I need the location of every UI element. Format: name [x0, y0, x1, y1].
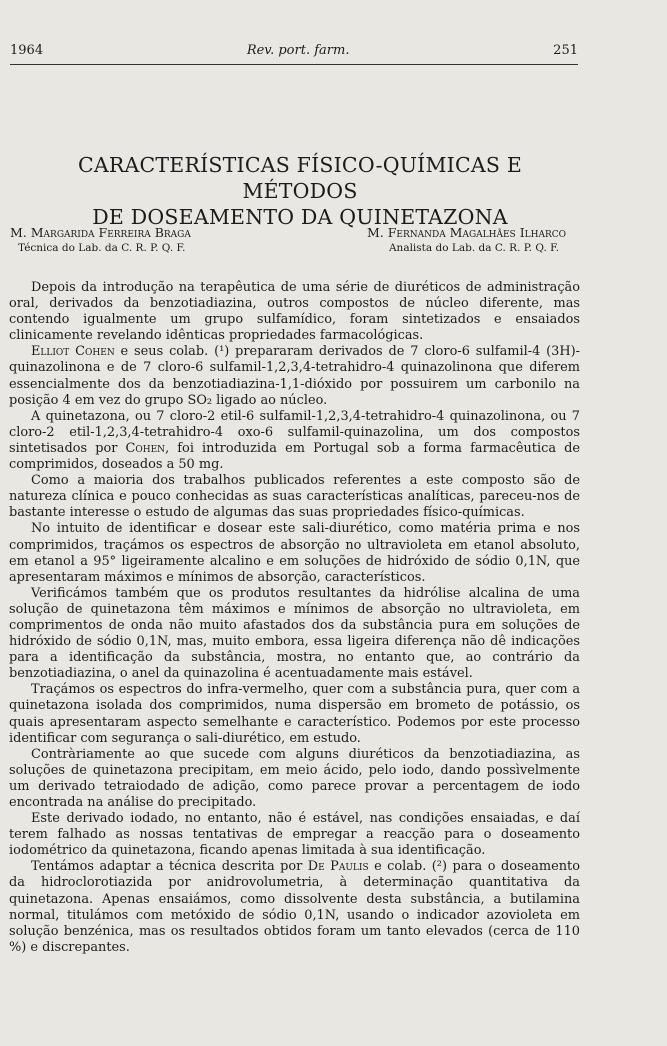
article-body: [9, 280, 580, 956]
cited-author: De Paulis: [307, 859, 369, 875]
header-year: 1964: [10, 43, 44, 58]
header-rule: [10, 64, 578, 65]
title-line-1: CARACTERÍSTICAS FÍSICO-QUÍMICAS E MÉTODOS: [78, 153, 522, 203]
cited-author: Cohen: [125, 440, 166, 456]
article-title: [18, 152, 582, 230]
header-page-number: 251: [553, 43, 578, 58]
author-1-role: Técnica do Lab. da C. R. P. Q. F.: [18, 242, 186, 254]
author-block: [10, 224, 578, 256]
author-1-name: M. Margarida Ferreira Braga: [10, 225, 191, 240]
author-1: [10, 224, 191, 256]
paragraph-7: Traçámos os espectros do infra-vermelho, quer com a substância pura, quer com a quinetazona isolada dos comprimidos, numa dispersão em brometo de potássio, os quais apresentaram aspecto semelhante e característico. Podemos por este processo identificar com segurança o sali-diurético, em estudo.: [9, 682, 580, 746]
paragraph-3-text-a: A quinetazona, ou 7 cloro-2 etil-6 sulfamil-1,2,3,4-tetrahidro-4 quinazolinona, ou 7 cloro-2 etil-1,2,3,4-tetrahidro-4 oxo-6 sulfamil-quinazolina, um dos compostos sintetisados por: [9, 408, 580, 456]
paragraph-10: [9, 859, 580, 956]
paragraph-8: Contràriamente ao que sucede com alguns diuréticos da benzotiadiazina, as soluções de quinetazona precipitam, em meio ácido, pelo iodo, dando possìvelmente um derivado tetraiodado de adição, como parece provar a percentagem de iodo encontrada na análise do precipitado.: [9, 746, 580, 810]
paragraph-3-text-b: , foi introduzida em Portugal sob a forma farmacêutica de comprimidos, doseados a 50 mg.: [9, 440, 581, 473]
paragraph-1: Depois da introdução na terapêutica de uma série de diuréticos de administração oral, derivados da benzotiadiazina, outros compostos de núcleo diferente, mas contendo igualmente um grupo sulfamídico, foram sintetizados e ensaiados clinicamente revelando idênticas propriedades farmacológicas.: [9, 280, 580, 344]
title-line-2: DE DOSEAMENTO DA QUINETAZONA: [92, 205, 508, 229]
paragraph-2: [9, 344, 580, 408]
paragraph-10-text-a: Tentámos adaptar a técnica descrita por: [31, 859, 308, 875]
cited-author: Elliot Cohen: [31, 344, 115, 360]
paragraph-9: Este derivado iodado, no entanto, não é estável, nas condições ensaiadas, e daí terem falhado as nossas tentativas de empregar a reacção para o doseamento iodométrico da quinetazona, ficando apenas limitada à sua identificação.: [9, 811, 580, 859]
paragraph-10-text-b: e colab. (²) para o doseamento da hidroclorotiazida por anidrovolumetria, à determinação quantitativa da quinetazona. Apenas ensaiámos, como dissolvente desta substância, a butilamina normal, titulámos com metóxido de sódio 0,1N, usando o indicador azovioleta em solução benzénica, mas os resultados obtidos foram um tanto elevados (cerca de 110 %) e discrepantes.: [9, 859, 580, 955]
running-header: [10, 43, 578, 58]
author-2-role: Analista do Lab. da C. R. P. Q. F.: [388, 242, 560, 254]
paragraph-6: Verificámos também que os produtos resultantes da hidrólise alcalina de uma solução de quinetazona têm máximos e mínimos de absorção no ultravioleta, em comprimentos de onda não muito afastados dos da substância pura em soluções de hidróxido de sódio 0,1N, mas, muito embora, essa ligeira diferença não dê indicações para a identificação da substância, mostra, no entanto que, ao contrário da benzotiadiazina, o anel da quinazolina é acentuadamente mais estável.: [9, 585, 580, 682]
author-2: [367, 224, 578, 256]
paragraph-2-text: e seus colab. (¹) prepararam derivados de 7 cloro-6 sulfamil-4 (3H)-quinazolinona e de 7 cloro-6 sulfamil-1,2,3,4-tetrahidro-4 quinazolinona que diferem essencialmente dos da benzotiadiazina-1,1-dióxido por possuirem um carbonilo na posição 4 em vez do grupo SO₂ ligado ao núcleo.: [9, 344, 580, 408]
paragraph-4: Como a maioria dos trabalhos publicados referentes a este composto são de natureza clínica e pouco conhecidas as suas características analíticas, pareceu-nos de bastante interesse o estudo de algumas das suas propriedades físico-químicas.: [9, 473, 580, 521]
paragraph-3: [9, 409, 580, 473]
paragraph-5: No intuito de identificar e dosear este sali-diurético, como matéria prima e nos comprimidos, traçámos os espectros de absorção no ultravioleta em etanol absoluto, em etanol a 95° ligeiramente alcalino e em soluções de hidróxido de sódio 0,1N, que apresentaram máximos e mínimos de absorção, característicos.: [9, 521, 580, 585]
author-2-name: M. Fernanda Magalhães Ilharco: [366, 225, 566, 240]
header-journal: Rev. port. farm.: [246, 43, 350, 58]
